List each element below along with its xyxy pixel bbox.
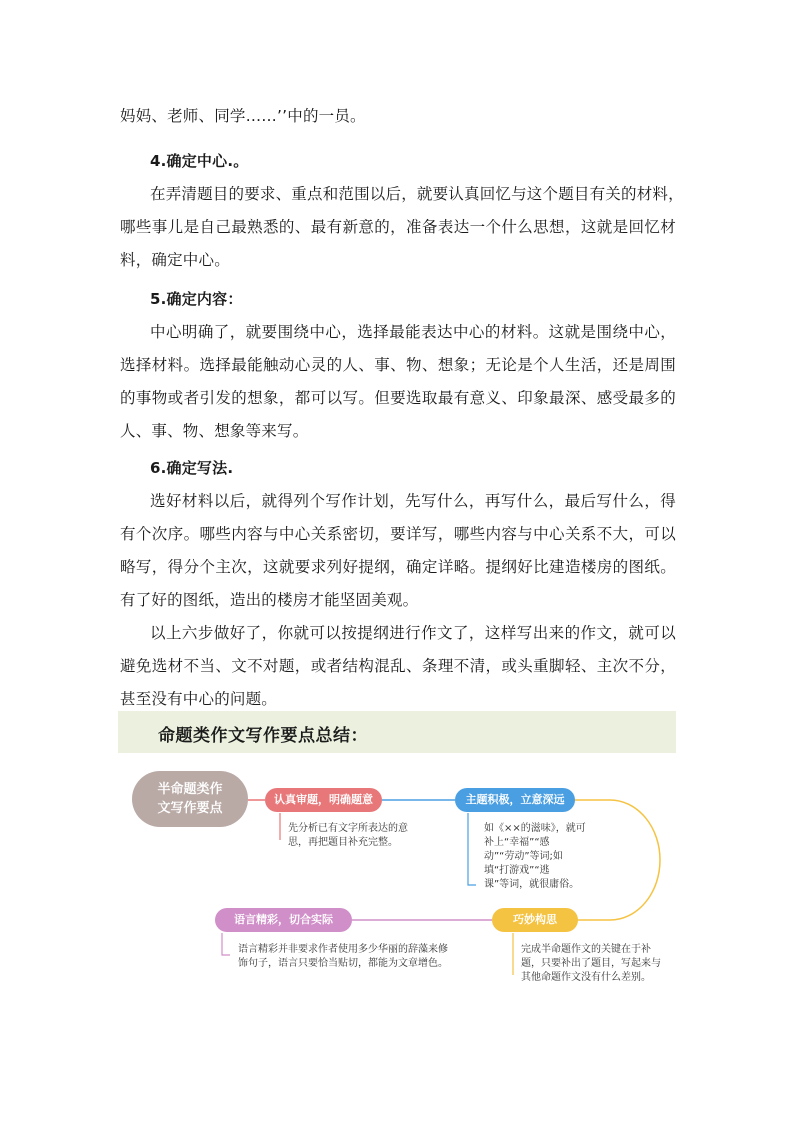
paragraph-line: 料，确定中心。 <box>120 251 230 269</box>
section-heading-4: 4.确定中心.。 <box>150 152 249 170</box>
node-careful-review: 认真审题，明确题意 <box>265 788 382 812</box>
section-heading-6: 6.确定写法. <box>150 459 234 477</box>
paragraph-line: 选择材料。选择最能触动心灵的人、事、物、想象；无论是个人生活，还是周围 <box>120 356 676 374</box>
summary-title: 命题类作文写作要点总结： <box>158 726 368 746</box>
note-brilliant-language: 语言精彩并非要求作者使用多少华丽的辞藻来修 饰句子，语言只要恰当贴切，都能为文章增色。 <box>238 944 448 969</box>
paragraph-line: 有个次序。哪些内容与中心关系密切，要详写，哪些内容与中心关系不大，可以 <box>120 525 676 543</box>
bracket-note2 <box>468 813 476 885</box>
node-positive-theme: 主题积极，立意深远 <box>455 788 575 812</box>
paragraph-line: 以上六步做好了，你就可以按提纲进行作文了，这样写出来的作文，就可以 <box>150 624 676 642</box>
note-careful-review: 先分析已有文字所表达的意 思，再把题目补充完整。 <box>288 823 408 848</box>
node-brilliant-language: 语言精彩，切合实际 <box>215 908 352 932</box>
paragraph-line: 选好材料以后，就得列个写作计划，先写什么，再写什么，最后写什么，得 <box>150 492 676 510</box>
paragraph-line: 略写，得分个主次，这就要求列好提纲，确定详略。提纲好比建造楼房的图纸。 <box>120 558 676 576</box>
mind-map-root <box>132 771 248 827</box>
bracket-note4 <box>222 933 230 955</box>
paragraph-line: 人、事、物、想象等来写。 <box>120 422 309 440</box>
paragraph-line: 哪些事儿是自己最熟悉的、最有新意的，准备表达一个什么思想，这就是回忆材 <box>120 218 676 236</box>
paragraph-line: 避免选材不当、文不对题，或者结构混乱、条理不清，或头重脚轻、主次不分， <box>120 657 676 675</box>
root-label: 文写作要点 <box>157 801 223 816</box>
node-clever-conception: 巧妙构思 <box>492 908 578 932</box>
root-label: 半命题类作 <box>157 782 223 797</box>
paragraph-line: 甚至没有中心的问题。 <box>120 690 278 708</box>
paragraph-line: 有了好的图纸，造出的楼房才能坚固美观。 <box>120 591 419 609</box>
note-clever-conception: 完成半命题作文的关键在于补 题，只要补出了题目，写起来与 其他命题作文没有什么差别。 <box>521 944 661 983</box>
mind-map <box>120 765 680 995</box>
paragraph-line: 的事物或者引发的想象，都可以写。但要选取最有意义、印象最深、感受最多的 <box>120 389 676 407</box>
note-positive-theme: 如《××的滋味》，就可 补上“幸福”“感 动”“劳动”等词;如 填“打游戏”“逃 课”等词，就很庸俗。 <box>484 823 586 890</box>
paragraph-line: 在弄清题目的要求、重点和范围以后，就要认真回忆与这个题目有关的材料， <box>150 185 684 203</box>
paragraph-line: 妈妈、老师、同学……’’中的一员。 <box>120 107 366 125</box>
section-heading-5: 5.确定内容： <box>150 290 243 308</box>
summary-banner <box>118 711 676 753</box>
paragraph-line: 中心明确了，就要围绕中心，选择最能表达中心的材料。这就是围绕中心， <box>150 323 676 341</box>
